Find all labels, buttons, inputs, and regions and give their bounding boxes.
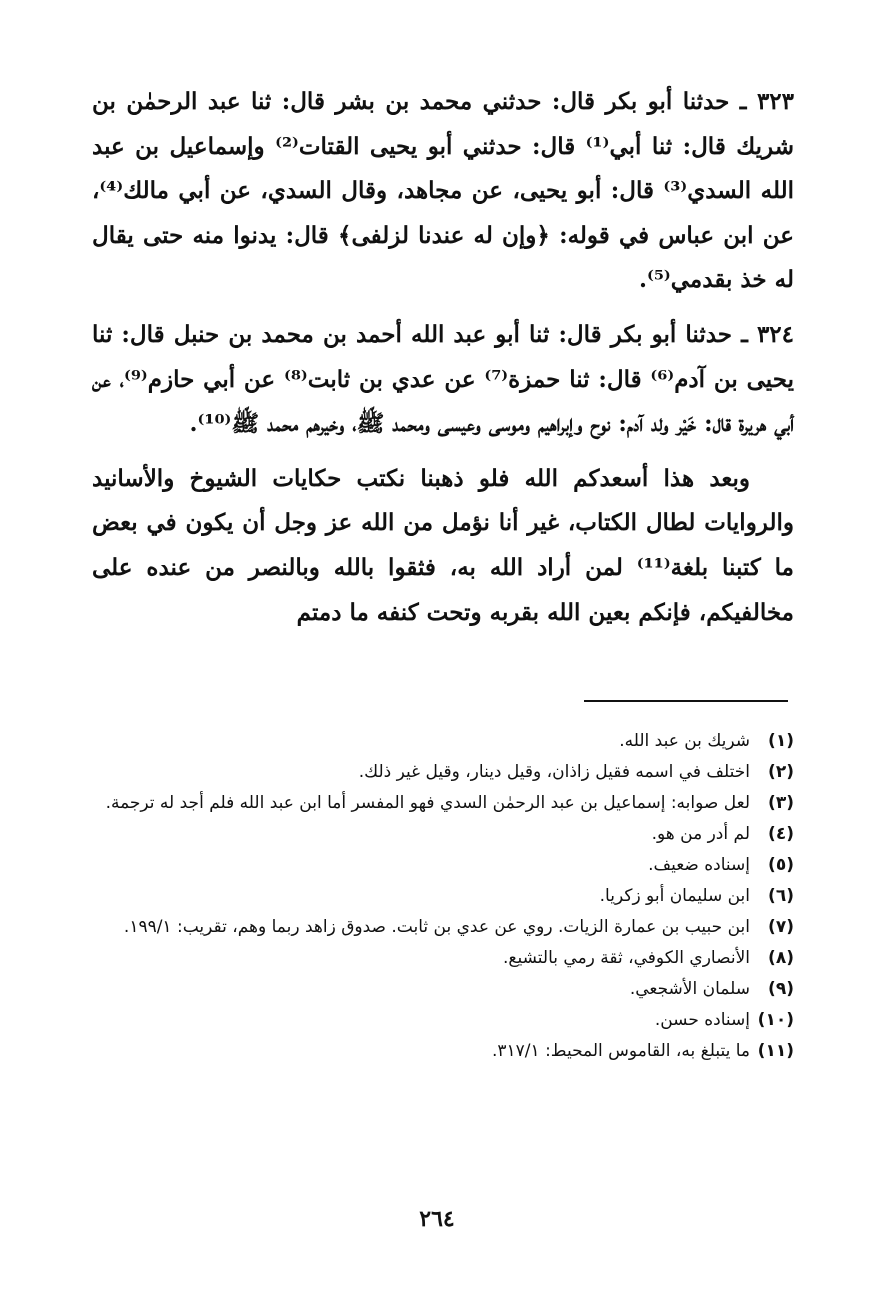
hadith-324 (92, 313, 794, 447)
footnote-text: اختلف في اسمه فقيل زاذان، وقيل دينار، وقيل غير ذلك. (358, 762, 750, 782)
footnote-text: ابن حبيب بن عمارة الزيات. روي عن عدي بن ثابت. صدوق زاهد ربما وهم، تقريب: ١٩٩/١. (123, 917, 750, 937)
main-text-body (92, 80, 794, 645)
footnote-number: (١١) (757, 1041, 794, 1061)
footnote (100, 819, 794, 850)
footnote-text: إسناده ضعيف. (648, 855, 750, 875)
hadith-323 (92, 80, 794, 303)
footnote-separator (584, 700, 788, 702)
footnote (100, 1005, 794, 1036)
hadith-text: حدثنا أبو بكر قال: حدثني محمد بن بشر قال: ثنا عبد الرحمٰن بن شريك قال: ثنا أبي⁽¹⁾ قال: حدثني أبو يحيى القتات⁽²⁾ وإسماعيل بن عبد الله السدي⁽³⁾ قال: أبو يحيى، عن مجاهد، وقال السدي، عن أبي مالك⁽⁴⁾، عن ابن عباس في قوله: ﴿وإن له عندنا لزلفى﴾ قال: يدنوا منه حتى يقال له خذ بقدمي⁽⁵⁾. (92, 88, 794, 294)
footnote-number: (٤) (768, 824, 794, 844)
footnote (100, 943, 794, 974)
footnote (100, 881, 794, 912)
hadith-number: ٣٢٤ ـ (732, 320, 794, 348)
page-number: ٢٦٤ (419, 1206, 455, 1232)
footnote-text: الأنصاري الكوفي، ثقة رمي بالتشيع. (503, 948, 750, 968)
footnote-number: (١٠) (757, 1010, 794, 1030)
footnote (100, 850, 794, 881)
footnote-text: لم أدر من هو. (651, 824, 750, 844)
footnote-number: (٧) (768, 917, 794, 937)
footnote (100, 912, 794, 943)
footnote-text: لعل صوابه: إسماعيل بن عبد الرحمٰن السدي فهو المفسر أما ابن عبد الله فلم أجد له ترجمة. (105, 793, 750, 813)
footnote-number: (٨) (768, 948, 794, 968)
footnote (100, 757, 794, 788)
footnote-number: (٣) (768, 793, 794, 813)
hadith-text: حدثنا أبو بكر قال: ثنا أبو عبد الله أحمد بن محمد بن حنبل قال: ثنا يحيى بن آدم⁽⁶⁾ قال: ثنا حمزة⁽⁷⁾ عن عدي بن ثابت⁽⁸⁾ عن أبي حازم⁽⁹⁾، عن أبي هريرة قال: خَيْر ولد آدم: نوح وإبراهيم وموسى وعيسى ومحمد ﷺ، وخيرهم محمد ﷺ⁽¹⁰⁾. (92, 320, 794, 438)
hadith-number: ٣٢٣ ـ (729, 88, 794, 115)
footnote-text: إسناده حسن. (654, 1010, 750, 1030)
closing-paragraph: وبعد هذا أسعدكم الله فلو ذهبنا نكتب حكايات الشيوخ والأسانيد والروايات لطال الكتاب، غير أنا نؤمل من الله عز وجل أن يكون في بعض ما كتبنا بلغة⁽¹¹⁾ لمن أراد الله به، فثقوا بالله وبالنصر من عنده على مخالفيكم، فإنكم بعين الله بقربه وتحت كنفه ما دمتم (92, 464, 794, 626)
footnote-number: (٩) (768, 979, 794, 999)
footnote-number: (١) (768, 731, 794, 751)
footnote-text: سلمان الأشجعي. (629, 979, 750, 999)
footnote (100, 974, 794, 1005)
footnote-text: ما يتبلغ به، القاموس المحيط: ٣١٧/١. (492, 1041, 750, 1061)
footnote-text: شريك بن عبد الله. (619, 731, 750, 751)
footnote (100, 1036, 794, 1067)
footnote-number: (٥) (768, 855, 794, 875)
footnotes-list (100, 726, 794, 1067)
footnote-number: (٦) (768, 886, 794, 906)
footnote-number: (٢) (768, 762, 794, 782)
footnote-text: ابن سليمان أبو زكريا. (599, 886, 750, 906)
footnote (100, 788, 794, 819)
footnote (100, 726, 794, 757)
